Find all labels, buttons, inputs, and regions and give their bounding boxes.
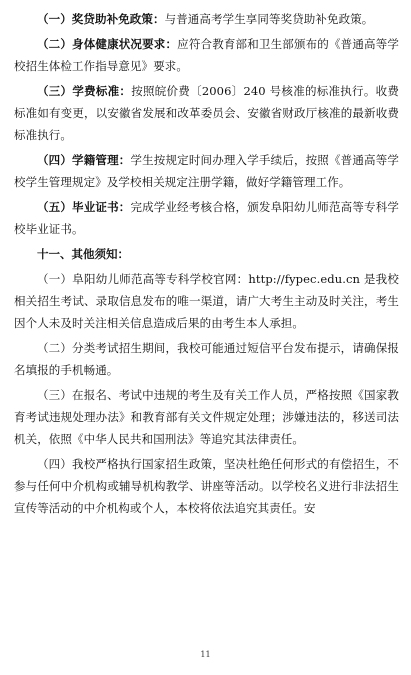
policy-paragraph-health — [14, 33, 399, 77]
policy-text: 与普通高考学生享同等奖贷助补免政策。 — [164, 12, 374, 26]
policy-paragraph-registration — [14, 149, 399, 193]
policy-text: 学生按规定时间办理入学手续后，按照《普通高等学校学生管理规定》及学校相关规定注册学籍，做好学籍管理工作。 — [14, 153, 399, 189]
policy-label: （五）毕业证书： — [37, 200, 131, 214]
policy-label: （四）学籍管理： — [37, 153, 131, 167]
policy-paragraph-tuition — [14, 80, 399, 146]
policy-label: （二）身体健康状况要求： — [37, 37, 178, 51]
policy-paragraph-scholarship — [14, 8, 399, 30]
policy-text: 应符合教育部和卫生部颁布的《普通高等学校招生体检工作指导意见》要求。 — [14, 37, 399, 73]
policy-text: 按照皖价费〔2006〕240 号核准的标准执行。收费标准如有变更，以安徽省发展和改革委员会、安徽省财政厅核准的最新收费标准执行。 — [14, 84, 399, 142]
policy-label: （三）学费标准： — [37, 84, 132, 98]
policy-paragraph-diploma — [14, 196, 399, 240]
section-title: 十一、其他须知： — [37, 247, 129, 261]
notice-paragraph-enrollment-policy: （四）我校严格执行国家招生政策，坚决杜绝任何形式的有偿招生，不参与任何中介机构或辅导机构教学、讲座等活动。以学校名义进行非法招生宣传等活动的中介机构或个人，本校将依法追究其责任。安 — [14, 457, 399, 515]
page-number: 11 — [200, 650, 211, 659]
notice-paragraph-sms: （二）分类考试招生期间，我校可能通过短信平台发布提示，请确保报名填报的手机畅通。 — [14, 341, 399, 377]
policy-text: 完成学业经考核合格，颁发阜阳幼儿师范高等专科学校毕业证书。 — [14, 200, 399, 236]
notice-paragraph-violations: （三）在报名、考试中违规的考生及有关工作人员，严格按照《国家教育考试违规处理办法》和教育部有关文件规定处理；涉嫌违法的，移送司法机关，依照《中华人民共和国刑法》等追究其法律责任。 — [14, 388, 399, 446]
notice-paragraph-website: （一）阜阳幼儿师范高等专科学校官网：http://fypec.edu.cn 是我校相关招生考试、录取信息发布的唯一渠道，请广大考生主动及时关注，考生因个人未及时关注相关信息造成后果的由考生本人承担。 — [14, 272, 399, 330]
policy-label: （一）奖贷助补免政策： — [37, 12, 165, 26]
